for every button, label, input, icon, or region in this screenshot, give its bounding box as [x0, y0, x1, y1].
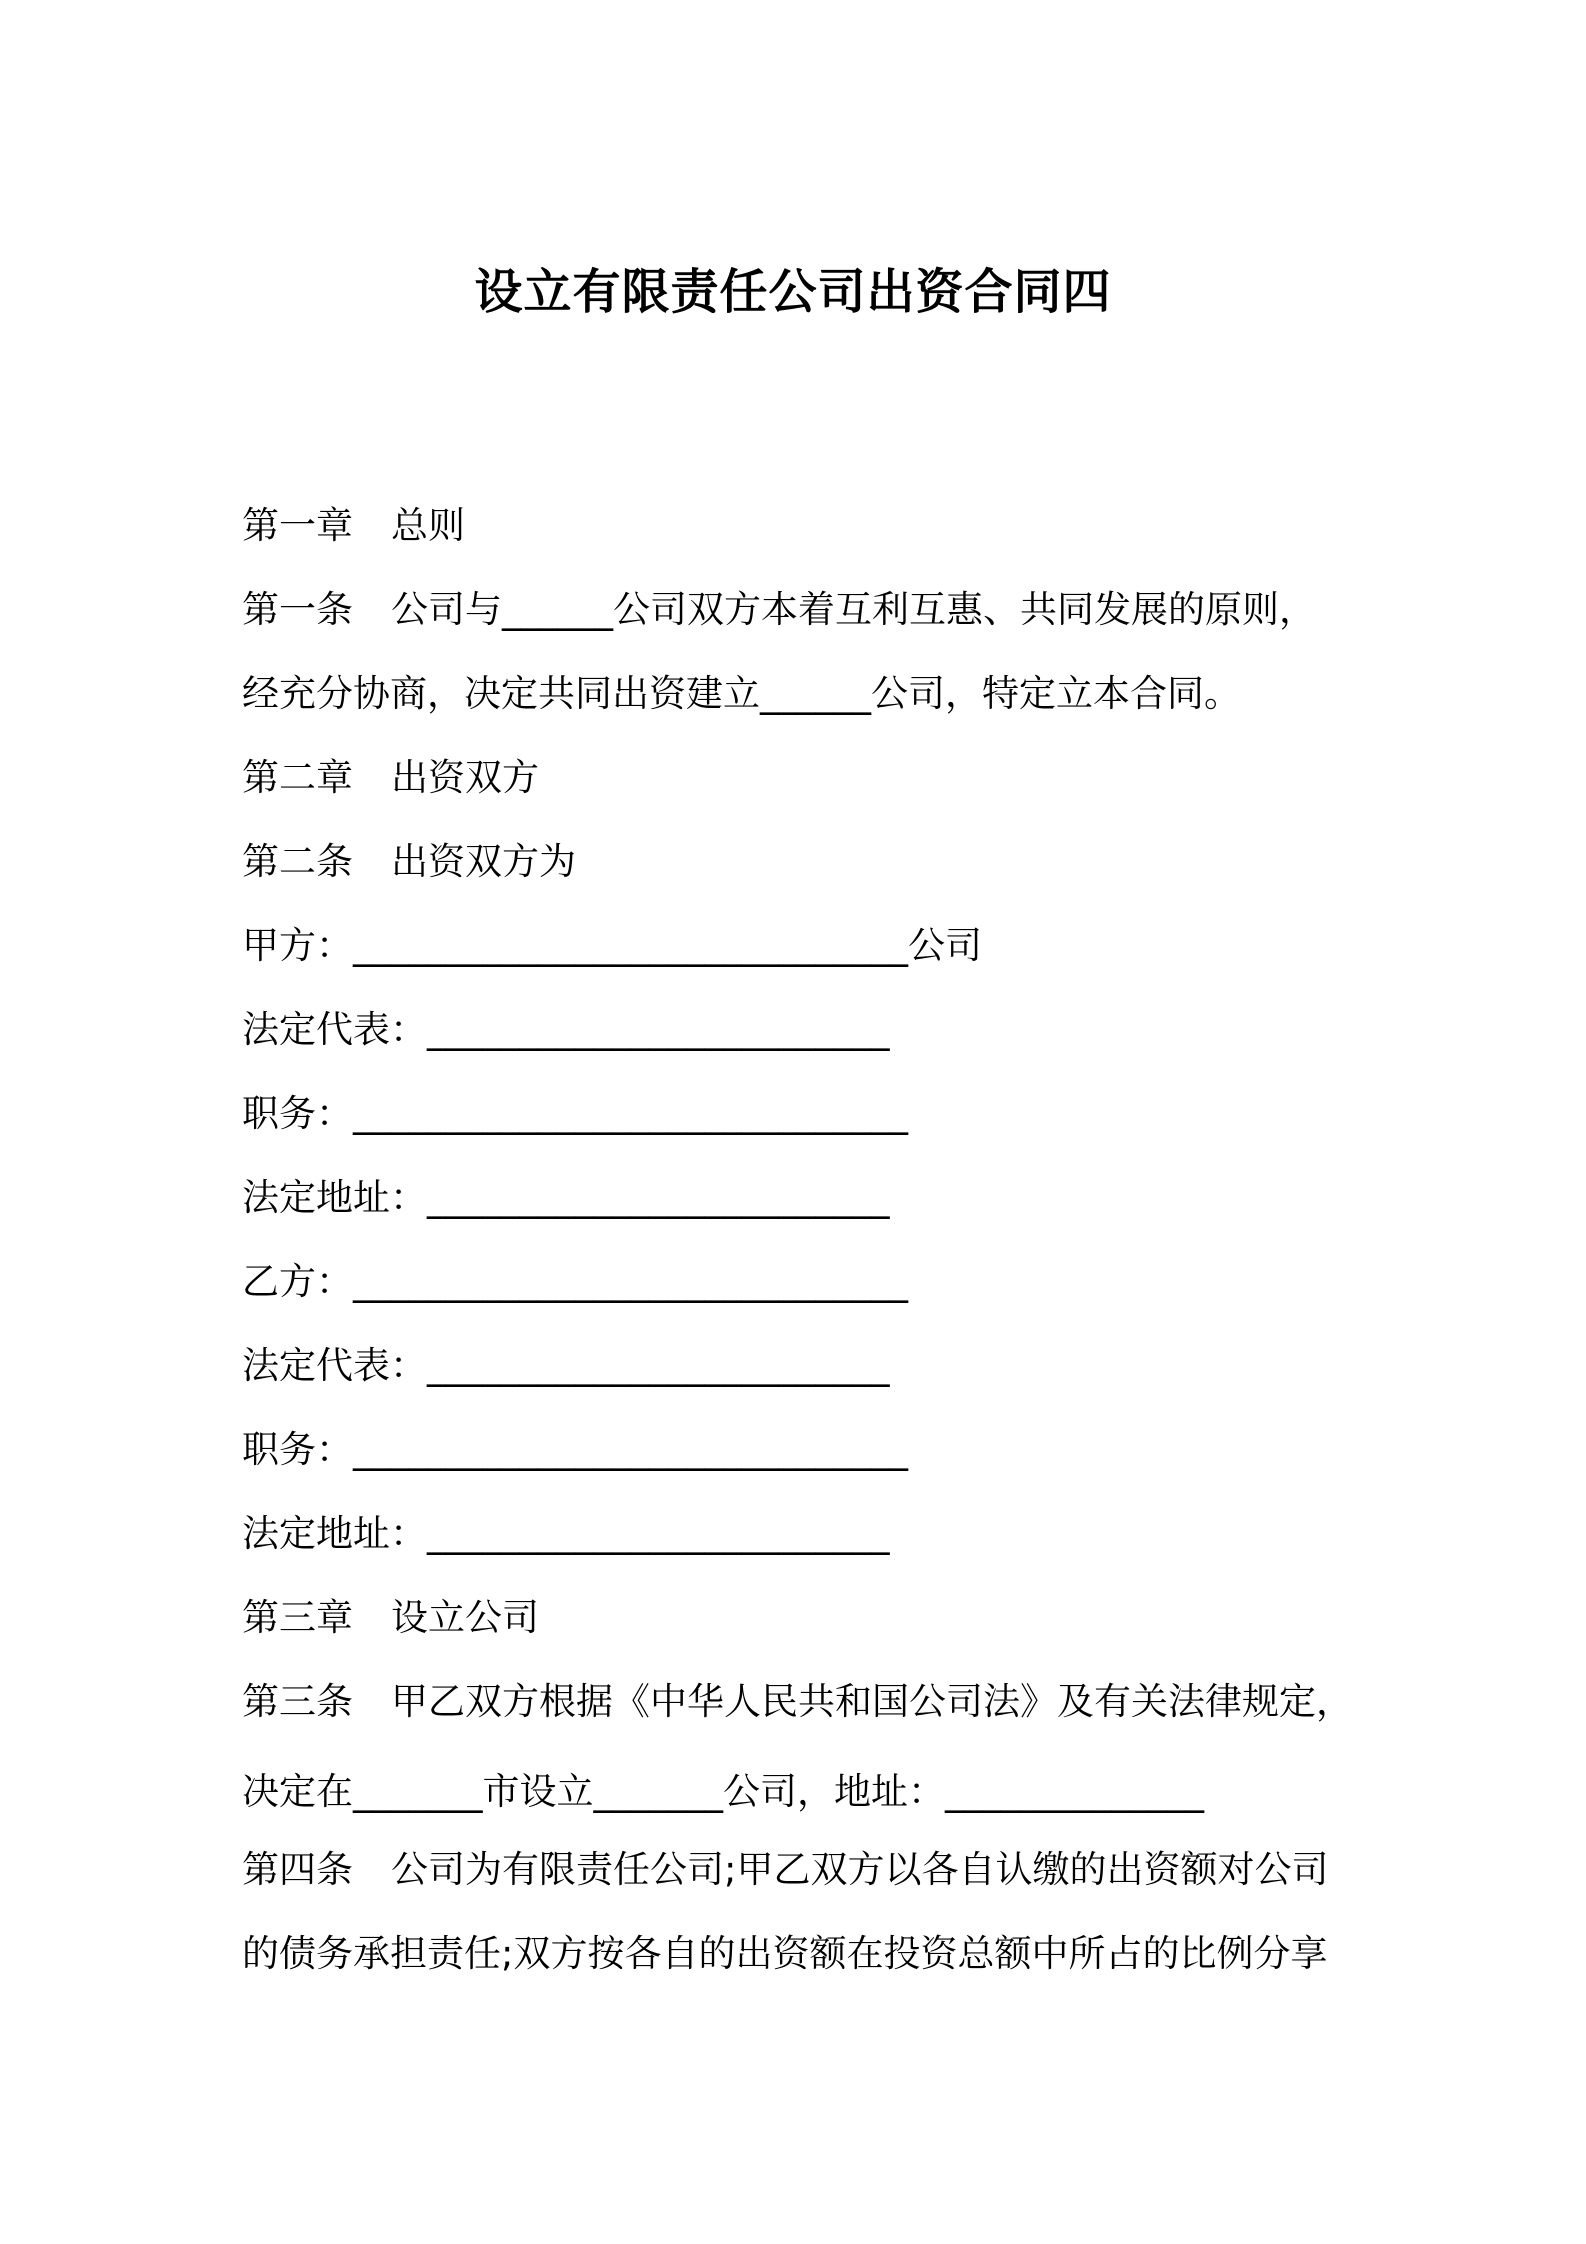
document-title: 设立有限责任公司出资合同四 — [474, 264, 1112, 320]
article-label: 第一条 — [242, 588, 353, 631]
party-a-name-field — [242, 922, 982, 970]
party-b-representative-field — [242, 1342, 890, 1390]
chapter-title: 总则 — [391, 504, 465, 547]
party-b-position-field — [242, 1426, 908, 1474]
party-a-address-field — [242, 1174, 890, 1222]
chapter-title: 出资双方 — [391, 756, 539, 799]
chapter-label: 第三章 — [242, 1596, 353, 1639]
chapter-1-heading — [242, 502, 465, 550]
article-text: 出资双方为 — [391, 840, 576, 883]
field-text: 法定代表：_________________________ — [242, 1008, 890, 1051]
field-text: 乙方：______________________________ — [242, 1260, 908, 1303]
article-2-line — [242, 838, 576, 886]
party-a-position-field — [242, 1090, 908, 1138]
article-label: 第二条 — [242, 840, 353, 883]
chapter-2-heading — [242, 754, 539, 802]
article-3-line-1 — [242, 1678, 1353, 1726]
article-3-line-2 — [242, 1768, 1204, 1816]
party-b-address-field — [242, 1510, 890, 1558]
article-text: 公司与______公司双方本着互利互惠、共同发展的原则， — [391, 588, 1316, 631]
article-1-line-1 — [242, 586, 1316, 634]
field-text: 职务：______________________________ — [242, 1092, 908, 1135]
party-b-name-field — [242, 1258, 908, 1306]
chapter-3-heading — [242, 1594, 539, 1642]
chapter-title: 设立公司 — [391, 1596, 539, 1639]
field-text: 职务：______________________________ — [242, 1428, 908, 1471]
article-label: 第三条 — [242, 1680, 353, 1723]
chapter-label: 第二章 — [242, 756, 353, 799]
article-text: 公司为有限责任公司;甲乙双方以各自认缴的出资额对公司 — [391, 1848, 1329, 1891]
article-4-line-1 — [242, 1846, 1328, 1894]
party-a-representative-field — [242, 1006, 890, 1054]
article-text-continued: 经充分协商，决定共同出资建立______公司，特定立本合同。 — [242, 672, 1241, 715]
article-1-line-2 — [242, 670, 1241, 718]
article-text: 甲乙双方根据《中华人民共和国公司法》及有关法律规定， — [391, 1680, 1353, 1723]
field-text: 法定地址：_________________________ — [242, 1176, 890, 1219]
field-text: 法定代表：_________________________ — [242, 1344, 890, 1387]
chapter-label: 第一章 — [242, 504, 353, 547]
field-text: 法定地址：_________________________ — [242, 1512, 890, 1555]
article-text-continued: 决定在_______市设立_______公司，地址：______________ — [242, 1770, 1204, 1813]
article-4-line-2 — [242, 1930, 1327, 1978]
article-text-continued: 的债务承担责任;双方按各自的出资额在投资总额中所占的比例分享 — [242, 1932, 1328, 1975]
field-text: 甲方：______________________________公司 — [242, 924, 982, 967]
article-label: 第四条 — [242, 1848, 353, 1891]
